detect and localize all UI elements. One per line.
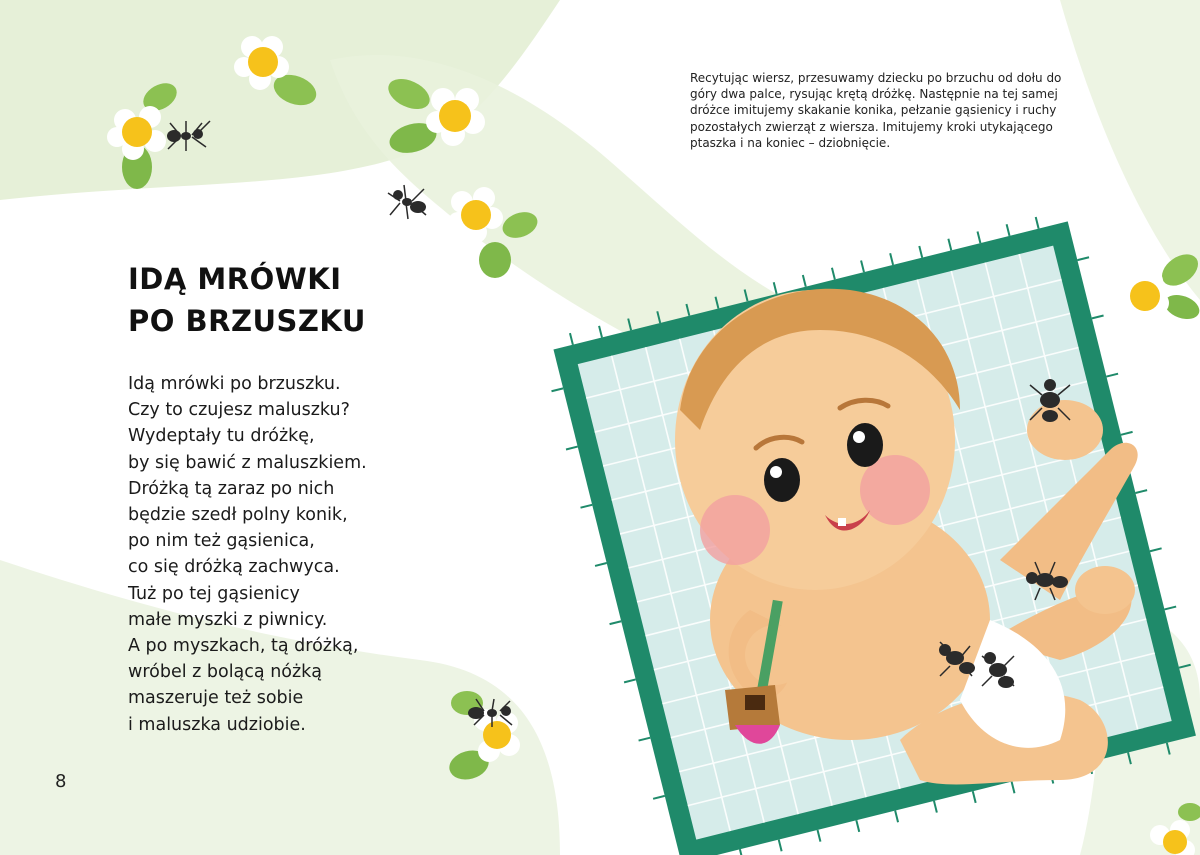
daisy-flower-icon bbox=[230, 35, 320, 115]
title-line: IDĄ MRÓWKI bbox=[128, 262, 342, 296]
poem-line: Czy to czujesz maluszku? bbox=[128, 400, 350, 421]
instructions-text: Recytując wiersz, przesuwamy dziecku po brzuchu od dołu do góry dwa palce, rysując krętą dróżkę. Następnie na tej samej dróżce imitujemy skakanie konika, pełzanie gąsienicy i ruchy pozostałych zwierząt z wiersza. Imitujemy kroki utykającego ptaszka i na koniec – dziobnięcie. bbox=[690, 71, 1062, 150]
page-number: 8 bbox=[55, 771, 67, 792]
baby-on-blanket-illustration bbox=[520, 180, 1200, 855]
poem-line: A po myszkach, tą dróżką, bbox=[128, 636, 359, 657]
ant-icon bbox=[160, 115, 215, 155]
poem-line: wróbel z bolącą nóżką bbox=[128, 662, 323, 683]
poem-line: małe myszki z piwnicy. bbox=[128, 609, 328, 630]
page-title bbox=[128, 258, 428, 342]
poem-text bbox=[128, 371, 367, 738]
daisy-flower-icon bbox=[385, 70, 495, 160]
poem-line: będzie szedł polny konik, bbox=[128, 505, 348, 526]
poem-line: i maluszka udziobie. bbox=[128, 714, 306, 735]
poem-line: Dróżką tą zaraz po nich bbox=[128, 478, 335, 499]
ant-icon bbox=[462, 695, 522, 730]
poem-line: Idą mrówki po brzuszku. bbox=[128, 374, 341, 394]
poem-line: co się dróżką zachwyca. bbox=[128, 557, 340, 578]
poem-line: Tuż po tej gąsienicy bbox=[128, 583, 300, 604]
ant-icon bbox=[382, 175, 432, 225]
poem-line: by się bawić z maluszkiem. bbox=[128, 452, 367, 473]
poem-line: Wydeptały tu dróżkę, bbox=[128, 426, 315, 447]
title-line: PO BRZUSZKU bbox=[128, 304, 366, 338]
poem-line: po nim też gąsienica, bbox=[128, 531, 315, 552]
poem-line: maszeruje też sobie bbox=[128, 688, 304, 709]
